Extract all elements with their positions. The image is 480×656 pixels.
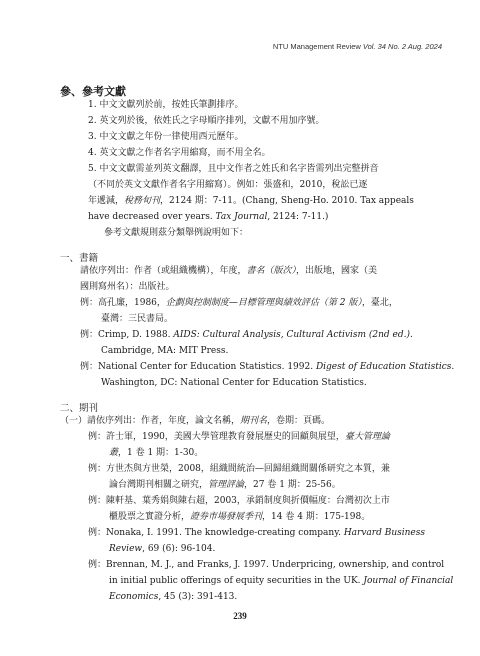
journals-example-2: 例：方世杰與方世榮，2008，組織間統治—回歸組織間關係研究之本質，兼 — [88, 464, 390, 474]
example-journal-title: 稅務旬刊 — [124, 196, 161, 206]
rule-item-3: 3. 中文文獻之年份一律使用西元歷年。 — [88, 132, 244, 142]
rule-intro: 參考文獻規則茲分類舉例說明如下： — [104, 228, 249, 238]
rule-item-5-line4: have decreased over years. Tax Journal, 2124: 7-11.) — [88, 212, 329, 222]
section-title: 參、參考文獻 — [60, 85, 126, 98]
rule-item-5-line2: （不同於英文文獻作者名字用縮寫）。例如：張盛和，2010，稅訟已逐 — [88, 180, 368, 190]
running-header — [273, 42, 442, 51]
books-format-line2: 國則寫州名）：出版社。 — [80, 282, 175, 292]
rule-item-5-line1: 5. 中文文獻需並列英文翻譯，且中文作者之姓氏和名字皆需列出完整拼音 — [88, 164, 379, 174]
rule-item-1: 1. 中文文獻列於前，按姓氏筆劃排序。 — [88, 100, 244, 110]
journal-issue: Vol. 34 No. 2 Aug. 2024 — [362, 42, 442, 51]
journals-example-2-line2: 論台灣期刊相關之研究，管理評論，27 卷 1 期：25-56。 — [109, 480, 341, 490]
rule-item-4: 4. 英文文獻之作者名字用縮寫，而不用全名。 — [88, 148, 271, 158]
books-example-2-line2: Cambridge, MA: MIT Press. — [101, 346, 229, 356]
books-format: 請依序列出：作者（或組織機構），年度，書名（版次），出版地，國家（美 — [80, 266, 378, 276]
journals-example-3: 例：陳軒基、葉秀娟與陳右超，2003，承銷制度與折價幅度：台灣初次上市 — [88, 496, 390, 506]
journals-example-5-line3: Economics, 45 (3): 391-413. — [109, 592, 238, 602]
books-example-3-line2: Washington, DC: National Center for Education Statistics. — [101, 378, 367, 388]
journal-name: NTU Management Review — [272, 42, 361, 51]
books-example-3: 例：National Center for Education Statistics. 1992. Digest of Education Statistics. — [80, 362, 455, 372]
rule-item-2: 2. 英文列於後，依姓氏之字母順序排列，文獻不用加序號。 — [88, 116, 325, 126]
page-number: 239 — [233, 611, 247, 621]
journals-example-5: 例：Brennan, M. J., and Franks, J. 1997. Underpricing, ownership, and control — [88, 560, 445, 570]
books-example-2: 例：Crimp, D. 1988. AIDS: Cultural Analysis, Cultural Activism (2nd ed.). — [80, 330, 413, 340]
journals-example-1-line2: 叢，1 卷 1 期：1-30。 — [109, 448, 204, 458]
journals-heading: 二、期刊 — [60, 403, 99, 414]
journals-example-3-line2: 櫃股票之實證分析，證券市場發展季刊，14 卷 4 期：175-198。 — [109, 512, 371, 522]
journals-example-4: 例：Nonaka, I. 1991. The knowledge-creating company. Harvard Business — [88, 528, 425, 538]
books-example-1-line2: 臺灣：三民書局。 — [101, 314, 174, 324]
journals-example-1: 例：許士軍，1990，美國大學管理教育發展歷史的回顧與展望，臺大管理論 — [88, 432, 390, 442]
journals-example-5-line2: in initial public offerings of equity securities in the UK. Journal of Financial — [109, 576, 454, 586]
journals-format: （一）請依序列出：作者，年度，論文名稱，期刊名，卷期：頁碼。 — [60, 416, 331, 426]
books-heading: 一、書籍 — [60, 253, 99, 264]
books-example-1: 例：高孔廉，1986，企劃與控制制度—目標管理與績效評估（第 2 版），臺北， — [80, 298, 398, 308]
journals-example-4-line2: Review, 69 (6): 96-104. — [109, 544, 216, 554]
rule-item-5-line3: 年遞減，稅務旬刊，2124 期：7-11。(Chang, Sheng-Ho. 2010. Tax appeals — [88, 196, 414, 206]
